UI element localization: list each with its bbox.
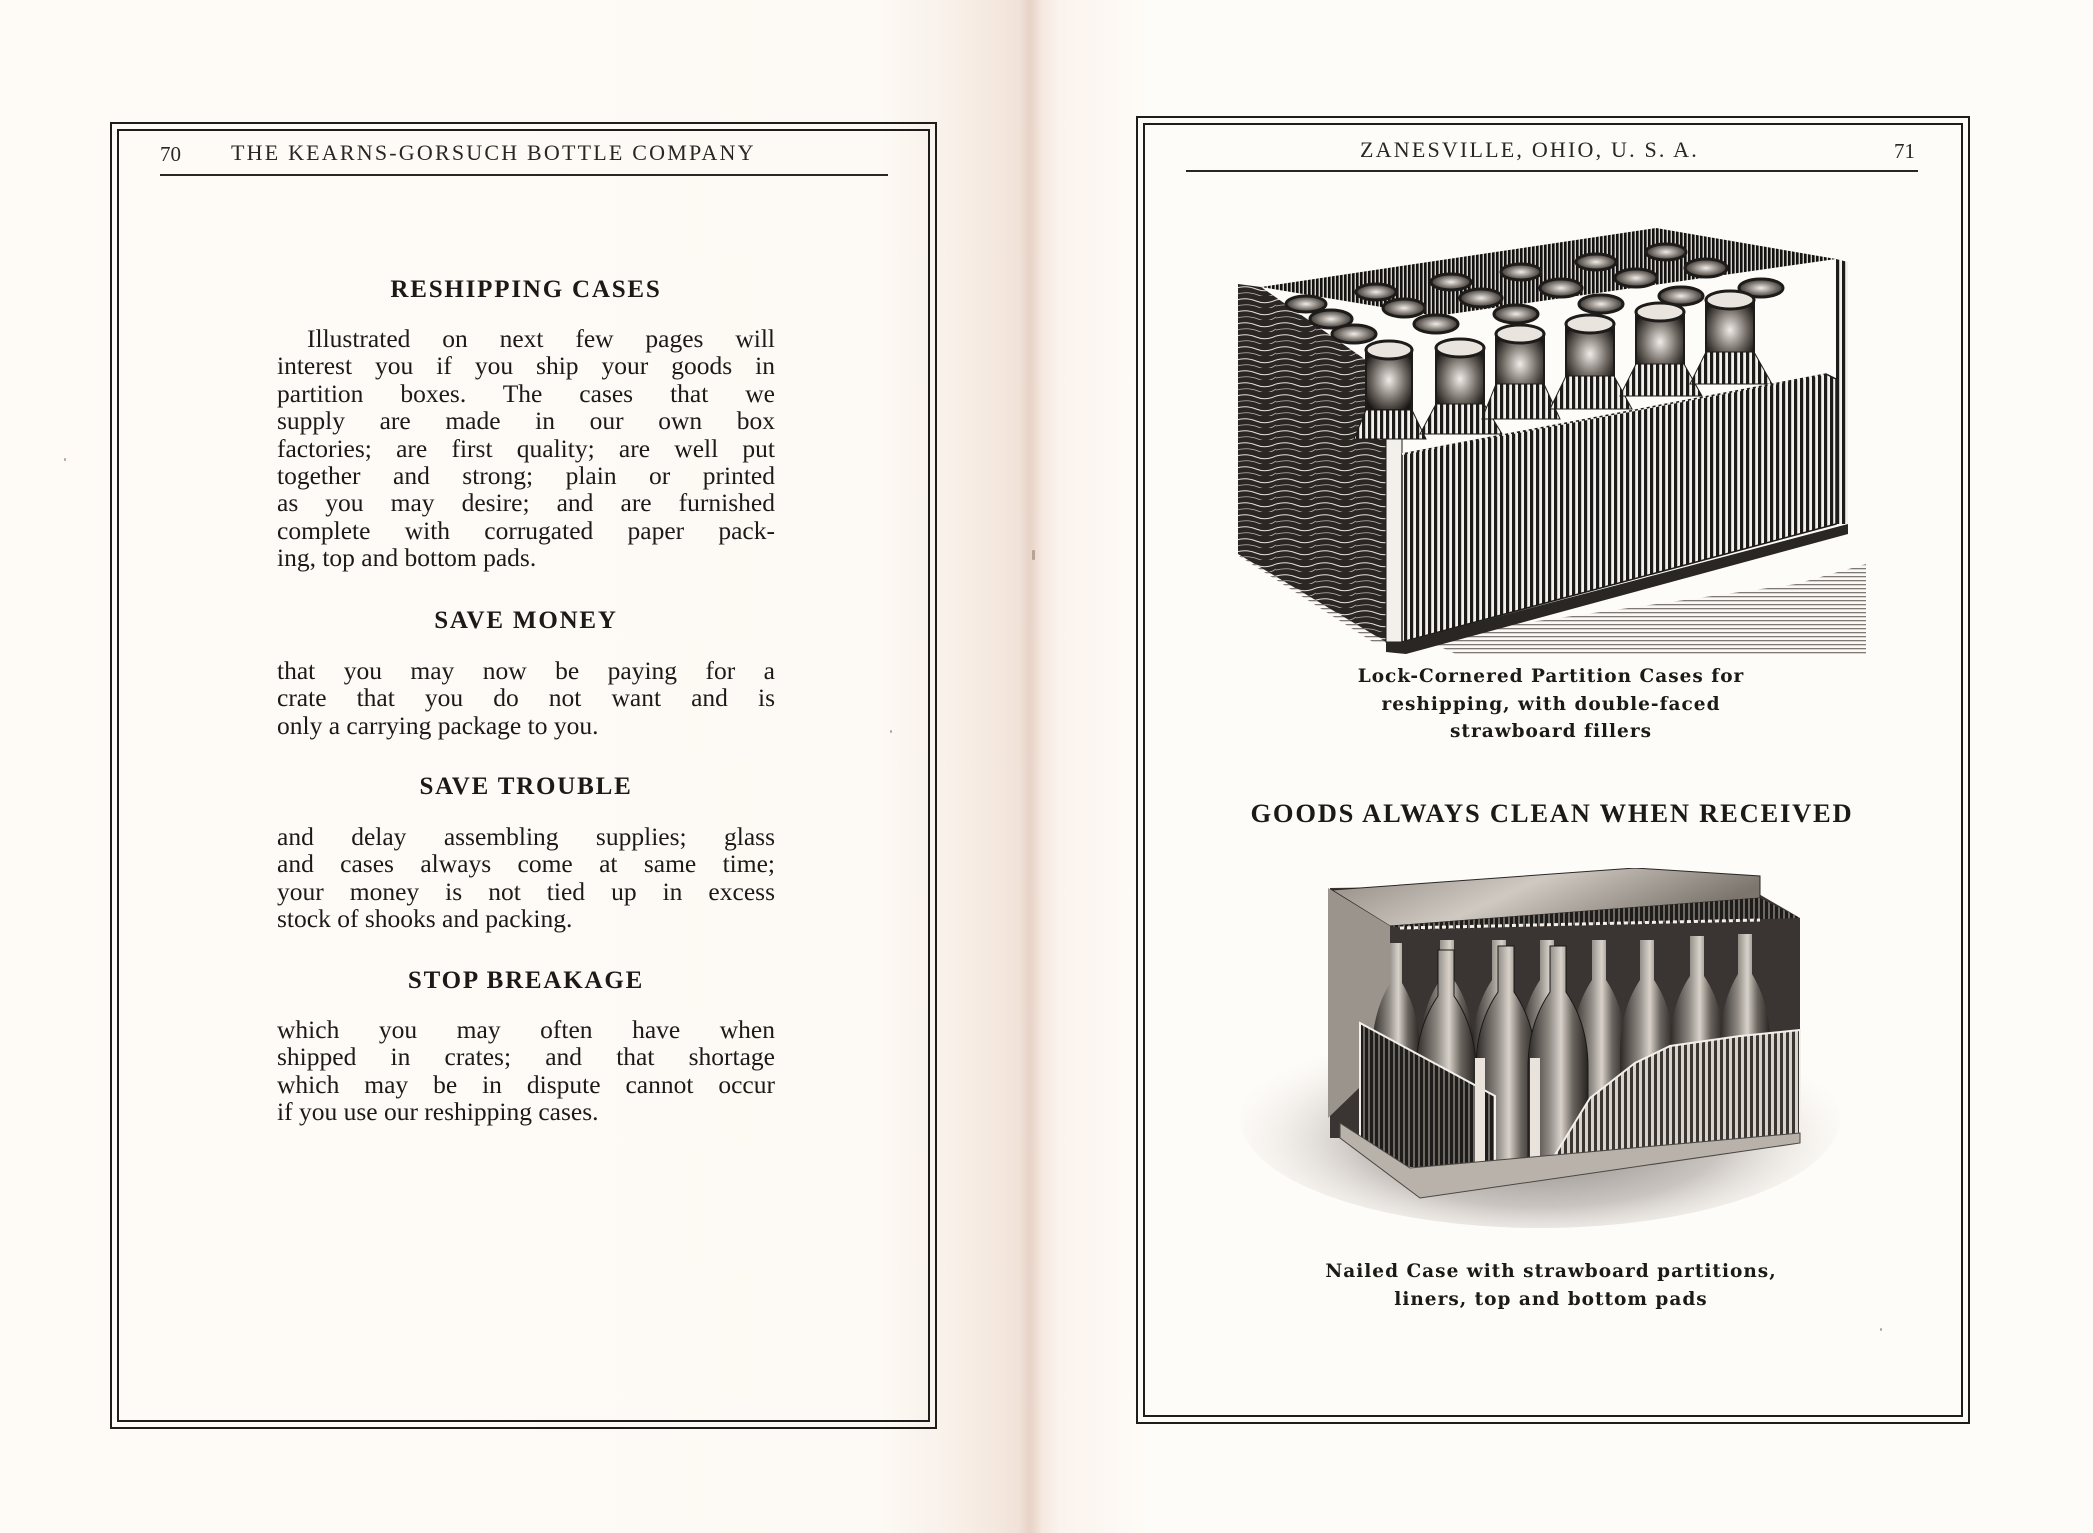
text-line: crate that you do not want and is [277,683,775,713]
partition-case-illustration [1236,224,1866,654]
text-line: factories; are first quality; are well put [277,433,775,463]
paper-speck [890,730,892,733]
text-line: as you may desire; and are furnished [277,488,775,518]
goods-always-clean-heading: GOODS ALWAYS CLEAN WHEN RECEIVED [1250,798,1854,828]
text-line: that you may now be paying for a [277,656,775,685]
section-heading-save-trouble: SAVE TROUBLE [419,773,633,800]
paper-speck [1032,550,1035,560]
figure-1-caption [1236,663,1866,746]
nailed-case-illustration [1240,868,1850,1228]
text-line: shipped in crates; and that shortage [277,1042,775,1072]
right-running-head: ZANESVILLE, OHIO, U. S. A. [1360,137,1699,162]
section-body-reshipping-cases [277,325,775,572]
text-line: together and strong; plain or printed [277,460,775,490]
text-line: Illustrated on next few pages will [307,324,775,353]
text-line: and delay assembling supplies; glass [277,822,775,851]
left-running-head: THE KEARNS-GORSUCH BOTTLE COMPANY [231,140,756,165]
section-body-save-money [277,657,775,739]
caption-line: Nailed Case with strawboard partitions, [1325,1261,1777,1282]
caption-line: Lock-Cornered Partition Cases for [1357,666,1745,687]
caption-line: reshipping, with double-faced [1381,693,1721,715]
section-body-save-trouble [277,823,775,933]
text-line: and cases always come at same time; [277,849,775,879]
caption-line: strawboard fillers [1450,721,1652,742]
text-line: ing, top and bottom pads. [277,543,537,573]
text-line: partition boxes. The cases that we [277,378,775,408]
left-page-number: 70 [160,142,181,166]
gutter-shadow [1018,0,1042,1533]
right-header-rule [1186,170,1918,172]
text-line: supply are made in our own box [277,406,775,436]
paper-speck [1880,1328,1882,1331]
text-line: complete with corrugated paper pack- [277,515,775,545]
caption-line: liners, top and bottom pads [1394,1288,1708,1310]
text-line: only a carrying package to you. [277,710,599,740]
text-line: if you use our reshipping cases. [277,1097,599,1127]
left-header-rule [160,174,888,176]
section-heading-save-money: SAVE MONEY [434,607,618,634]
section-heading-reshipping-cases: RESHIPPING CASES [390,276,662,303]
text-line: which you may often have when [277,1015,775,1044]
text-line: your money is not tied up in excess [277,876,775,906]
section-heading-stop-breakage: STOP BREAKAGE [407,967,645,994]
text-line: stock of shooks and packing. [277,904,573,934]
paper-speck [64,458,66,461]
section-body-stop-breakage [277,1016,775,1126]
right-page-number: 71 [1894,139,1915,163]
text-line: interest you if you ship your goods in [277,351,775,381]
text-line: which may be in dispute cannot occur [277,1069,775,1099]
figure-2-caption [1236,1258,1866,1313]
